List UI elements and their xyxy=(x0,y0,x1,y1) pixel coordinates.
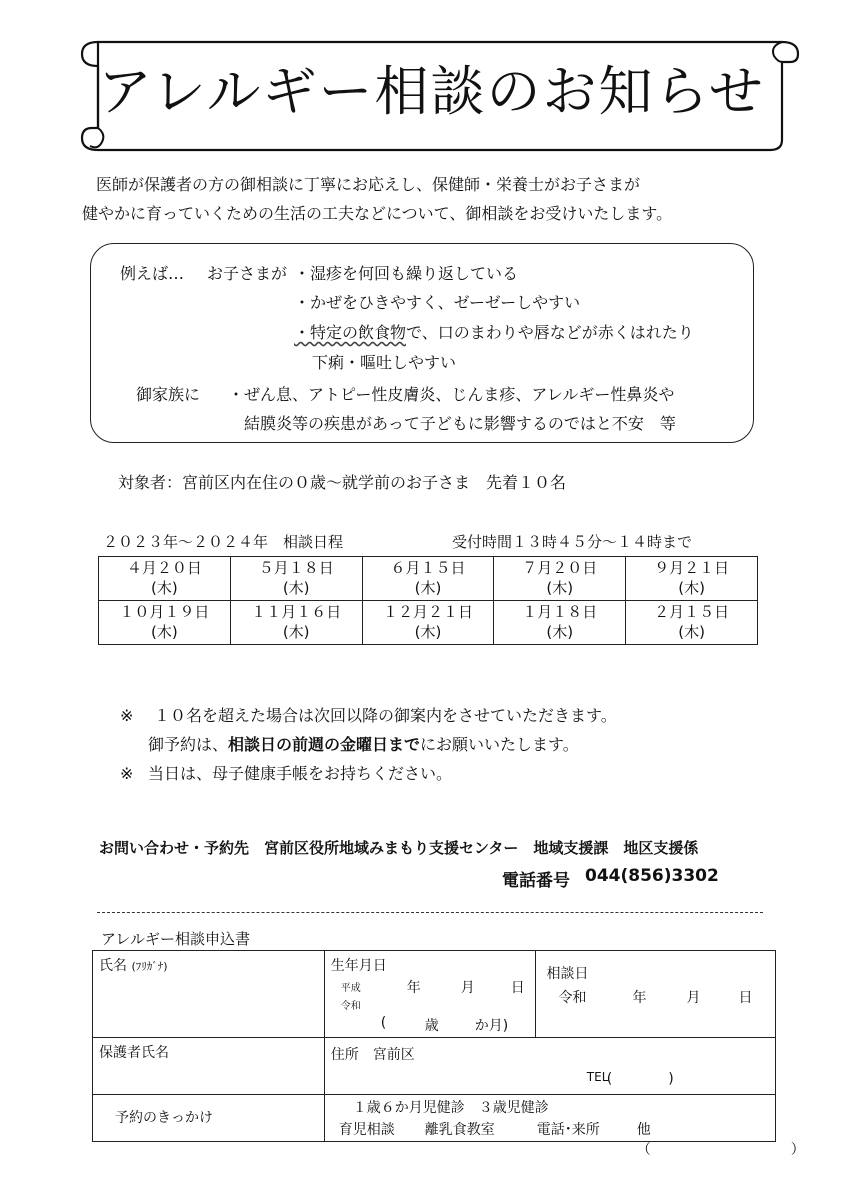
trigger-label-cell: 予約のきっかけ xyxy=(93,1095,325,1142)
note-mark-3: ※ xyxy=(120,764,134,783)
example-item-3 xyxy=(294,322,694,344)
family-line-2: 結膜炎等の疾患があって子どもに影響するのではと不安 等 xyxy=(244,414,676,433)
example-item-4: 下痢・嘔吐しやすい xyxy=(312,353,457,372)
address-cell[interactable]: 住所 宮前区 TEL ( ) xyxy=(324,1038,775,1095)
note-mark-1: ※ xyxy=(120,706,134,725)
birthdate-cell[interactable]: 生年月日 平成 令和 年 月 日 ( 歳 か月) xyxy=(324,951,536,1038)
name-cell[interactable]: 氏名 (ﾌﾘｶﾞﾅ) xyxy=(93,951,325,1038)
example-child-label: お子さまが xyxy=(207,264,288,283)
note-1: １０名を超えた場合は次回以降の御案内をさせていただきます。 xyxy=(154,706,617,725)
schedule-cell: １月１８日 (木) xyxy=(494,601,626,645)
schedule-row xyxy=(99,601,758,645)
phone-label: 電話番号 xyxy=(502,871,570,891)
schedule-cell: ７月２０日 (木) xyxy=(494,557,626,601)
application-form xyxy=(92,950,805,1158)
family-line-1: ・ぜん息、アトピー性皮膚炎、じんま疹、アレルギー性鼻炎や xyxy=(228,385,675,404)
example-item-2: ・かぜをひきやすく、ゼーゼーしやすい xyxy=(294,293,581,312)
schedule-row xyxy=(99,557,758,601)
schedule-heading: ２０２３年～２０２４年 相談日程 xyxy=(103,533,344,551)
example-item-3-highlight: ・特定の飲食物 xyxy=(294,323,407,342)
example-item-1: ・湿疹を何回も繰り返している xyxy=(294,264,519,283)
page-title: アレルギー相談のお知らせ xyxy=(98,60,765,123)
reception-time: 受付時間１３時４５分～１４時まで xyxy=(452,533,693,551)
note-2-deadline: 相談日の前週の金曜日まで xyxy=(228,735,421,754)
target-audience: 対象者：宮前区内在住の０歳～就学前のお子さま 先着１０名 xyxy=(118,473,567,492)
form-title: アレルギー相談申込書 xyxy=(101,930,251,948)
schedule-cell: １１月１６日 (木) xyxy=(230,601,362,645)
schedule-cell: ５月１８日 (木) xyxy=(230,557,362,601)
schedule-cell: ４月２０日 (木) xyxy=(99,557,231,601)
schedule-cell: ９月２１日 (木) xyxy=(626,557,758,601)
contact-info: お問い合わせ・予約先 宮前区役所地域みまもり支援センター 地域支援課 地区支援係 xyxy=(99,839,699,857)
schedule-table xyxy=(98,556,758,645)
phone-number: 044(856)3302 xyxy=(585,866,719,886)
example-item-3-rest: で、口のまわりや唇などが赤くはれたり xyxy=(406,323,694,342)
guardian-cell[interactable]: 保護者氏名 xyxy=(93,1038,325,1095)
cut-line xyxy=(97,912,763,913)
intro-line-2: 健やかに育っていくための生活の工夫などについて、御相談をお受けいたします。 xyxy=(82,204,673,223)
schedule-cell: ２月１５日 (木) xyxy=(626,601,758,645)
trigger-options-cell[interactable]: １歳６か月児健診 ３歳児健診 育児相談 離乳食教室 電話･来所 他（ ） xyxy=(324,1095,775,1142)
schedule-cell: １０月１９日 (木) xyxy=(99,601,231,645)
note-2: 御予約は、相談日の前週の金曜日までにお願いいたします。 xyxy=(148,735,579,754)
intro-line-1: 医師が保護者の方の御相談に丁寧にお応えし、保健師・栄養士がお子さまが xyxy=(96,175,641,194)
example-lead: 例えば… xyxy=(120,264,185,283)
consult-date-cell[interactable]: 相談日 令和 年 月 日 xyxy=(536,951,776,1038)
note-3: 当日は、母子健康手帳をお持ちください。 xyxy=(148,764,453,783)
schedule-cell: １２月２１日 (木) xyxy=(362,601,494,645)
family-label: 御家族に xyxy=(136,385,201,404)
schedule-cell: ６月１５日 (木) xyxy=(362,557,494,601)
